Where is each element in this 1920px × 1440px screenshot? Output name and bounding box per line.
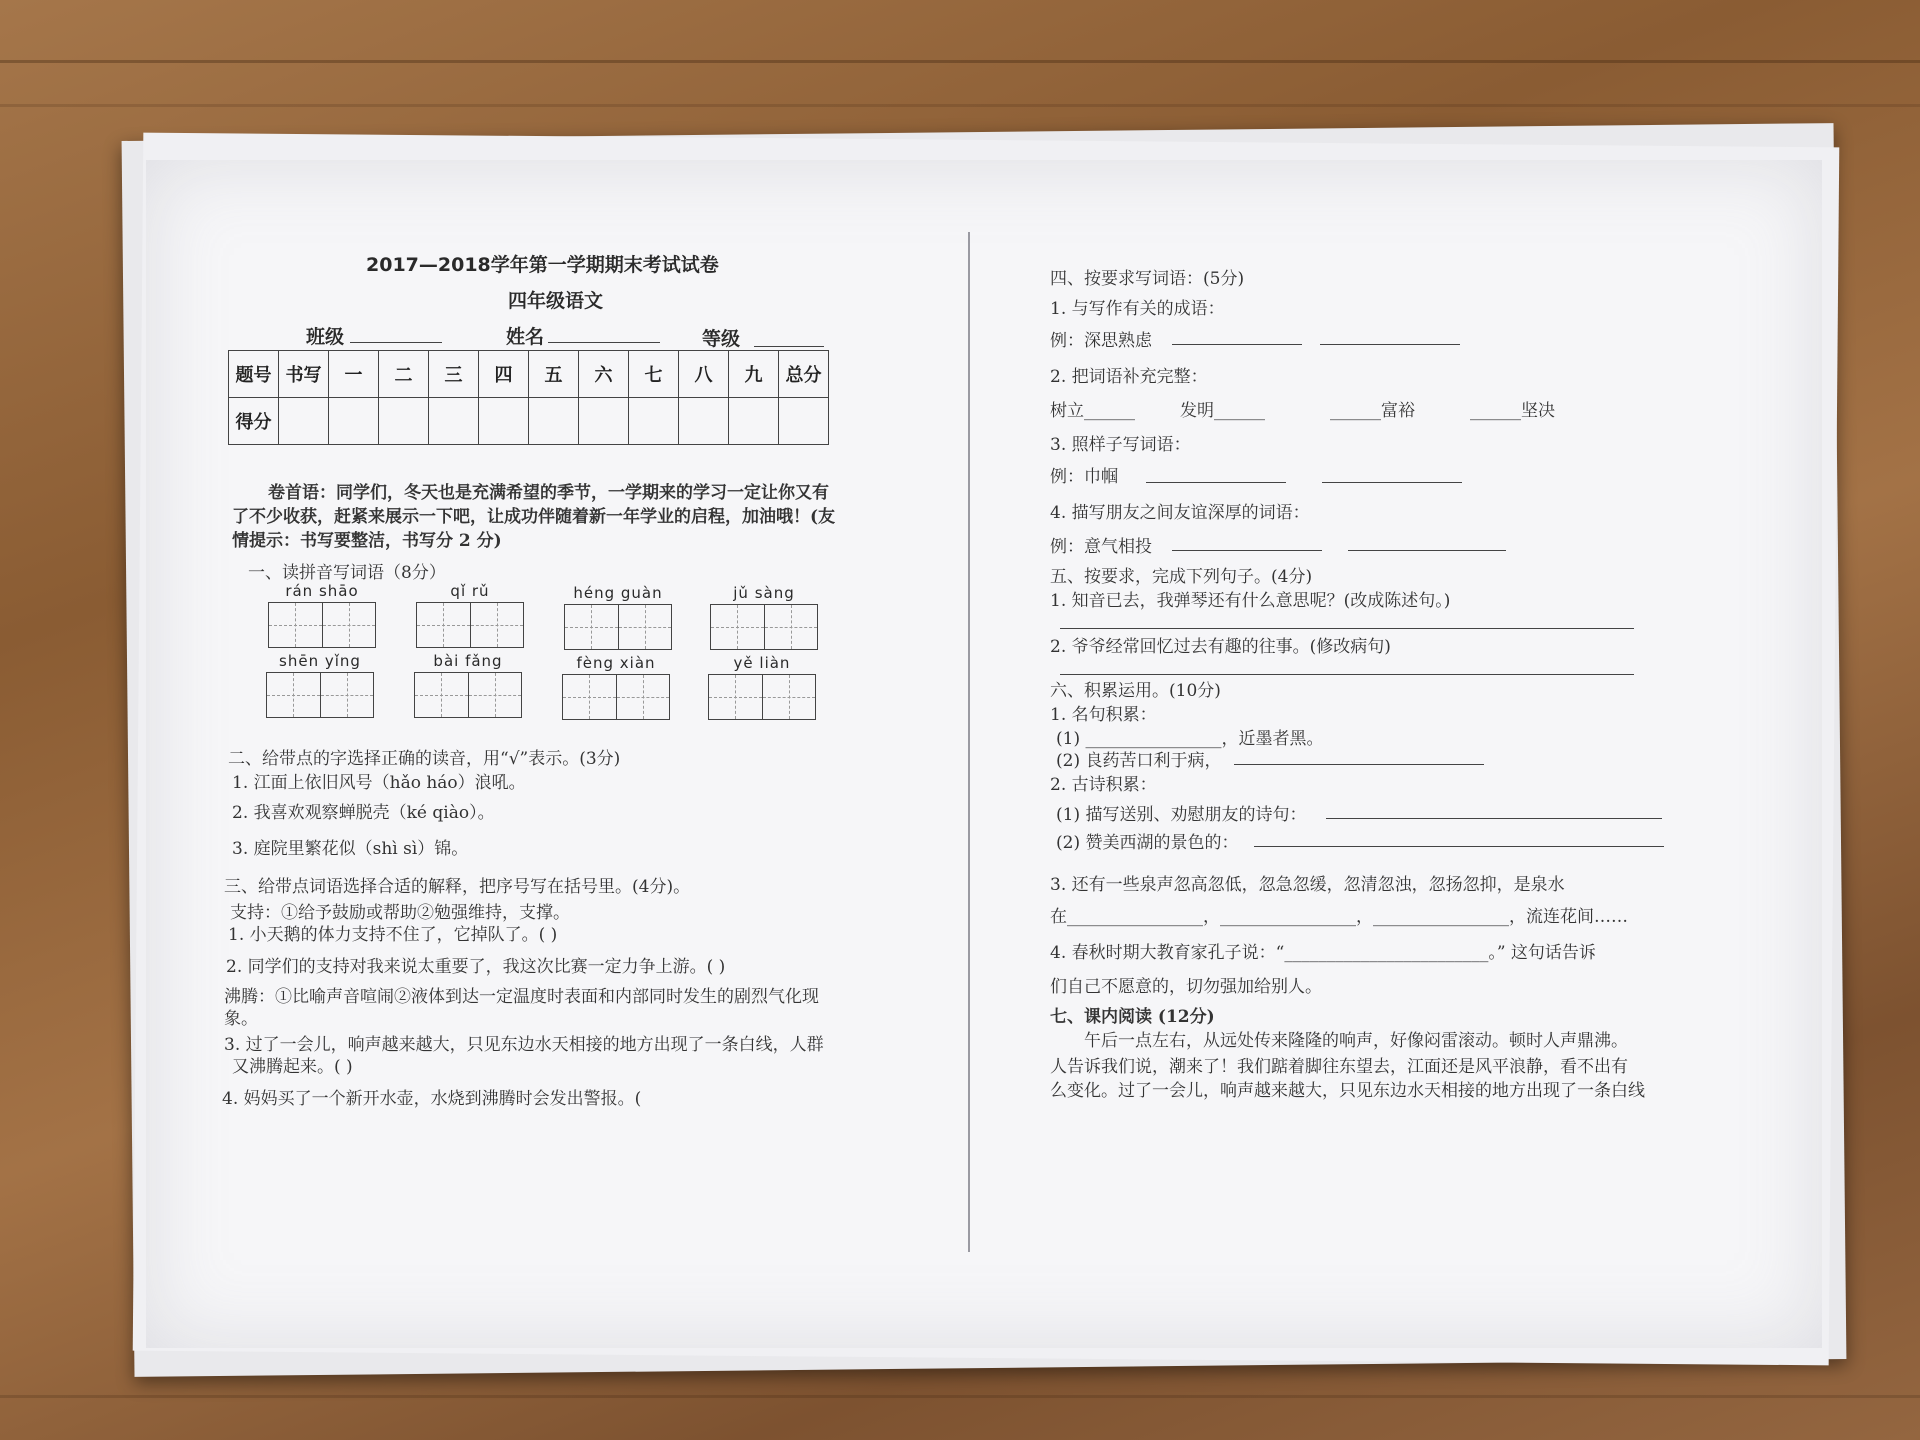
writing-boxes[interactable]: [416, 602, 524, 648]
question-item: 3. 庭院里繁花似（shì sì）锦。: [232, 839, 469, 859]
score-cell[interactable]: [729, 398, 779, 445]
pinyin-text: jǔ sàng: [733, 584, 795, 602]
fill-word: 发明______: [1180, 401, 1265, 421]
table-cell: 一: [329, 351, 379, 398]
question-item: 1. 知音已去，我弹琴还有什么意思呢？(改成陈述句。): [1050, 591, 1451, 611]
section4-heading: 四、按要求写词语：(5分): [1050, 269, 1245, 289]
table-cell: 六: [579, 351, 629, 398]
section7-heading: 七、课内阅读 (12分): [1050, 1007, 1215, 1027]
definition: 支持：①给予鼓励或帮助②勉强维持，支撑。: [230, 903, 570, 923]
table-cell: 九: [729, 351, 779, 398]
question-item: 2. 把词语补充完整：: [1050, 367, 1208, 387]
fill-word: ______坚决: [1470, 401, 1555, 421]
intro-line: 了不少收获，赶紧来展示一下吧，让成功伴随着新一年学业的启程，加油哦！(友: [232, 507, 836, 527]
question-item: 1. 与写作有关的成语：: [1050, 299, 1225, 319]
answer-blank[interactable]: [1172, 344, 1302, 345]
writing-boxes[interactable]: [562, 674, 670, 720]
intro-line: 情提示：书写要整洁，书写分 2 分): [232, 531, 502, 551]
pinyin-text: bài fǎng: [433, 652, 503, 670]
table-row: [229, 351, 829, 398]
writing-boxes[interactable]: [414, 672, 522, 718]
answer-blank[interactable]: [1322, 482, 1462, 483]
example-text: 例：意气相投: [1050, 537, 1152, 557]
question-item: 4. 妈妈买了一个新开水壶，水烧到沸腾时会发出警报。(: [222, 1089, 642, 1109]
pinyin-text: rán shāo: [285, 582, 359, 600]
definition: 沸腾：①比喻声音喧闹②液体到达一定温度时表面和内部同时发生的剧烈气化现: [224, 987, 819, 1007]
section1-heading: 一、读拼音写词语（8分）: [248, 563, 446, 583]
section6-heading: 六、积累运用。(10分): [1050, 681, 1221, 701]
question-item: 3. 过了一会儿，响声越来越大，只见东边水天相接的地方出现了一条白线，人群: [224, 1035, 824, 1055]
section5-heading: 五、按要求，完成下列句子。(4分): [1050, 567, 1313, 587]
example-text: 例：深思熟虑: [1050, 331, 1152, 351]
answer-blank[interactable]: [1172, 550, 1322, 551]
wood-grain: [0, 104, 1920, 107]
answer-blank[interactable]: [1348, 550, 1506, 551]
table-cell: 八: [679, 351, 729, 398]
score-cell[interactable]: [329, 398, 379, 445]
answer-blank[interactable]: [1234, 764, 1484, 765]
score-cell[interactable]: [579, 398, 629, 445]
table-cell: 七: [629, 351, 679, 398]
answer-blank[interactable]: [1326, 818, 1662, 819]
score-cell[interactable]: [429, 398, 479, 445]
wood-grain: [0, 60, 1920, 63]
pinyin-group: [268, 582, 376, 648]
pinyin-group: [266, 652, 374, 718]
class-label: 班级: [306, 326, 345, 348]
writing-boxes[interactable]: [268, 602, 376, 648]
score-table: [228, 350, 829, 445]
question-item: (2) 赞美西湖的景色的：: [1056, 833, 1239, 853]
question-item: 3. 照样子写词语：: [1050, 435, 1191, 455]
grade-label: 等级: [702, 328, 741, 350]
table-cell: 总分: [779, 351, 829, 398]
fill-word: 树立______: [1050, 401, 1135, 421]
question-item: 3. 还有一些泉声忽高忽低，忽急忽缓，忽清忽浊，忽扬忽抑，是泉水: [1050, 875, 1565, 895]
question-item: 1. 名句积累：: [1050, 705, 1157, 725]
answer-blank[interactable]: [1146, 482, 1286, 483]
fill-word: ______富裕: [1330, 401, 1415, 421]
table-cell: 五: [529, 351, 579, 398]
question-item: 2. 爷爷经常回忆过去有趣的往事。(修改病句): [1050, 637, 1391, 657]
answer-line[interactable]: [1060, 674, 1634, 675]
question-item: 们自己不愿意的，切勿强加给别人。: [1050, 977, 1322, 997]
score-cell[interactable]: [279, 398, 329, 445]
question-item: (1) 描写送别、劝慰朋友的诗句：: [1056, 805, 1307, 825]
writing-boxes[interactable]: [708, 674, 816, 720]
score-cell[interactable]: [529, 398, 579, 445]
question-item: 2. 我喜欢观察蝉脱壳（ké qiào）。: [232, 803, 495, 823]
table-cell: 书写: [279, 351, 329, 398]
grade-blank[interactable]: [754, 346, 824, 347]
question-item: (1) ________________，近墨者黑。: [1056, 729, 1324, 749]
reading-passage-line: 人告诉我们说，潮来了！我们踮着脚往东望去，江面还是风平浪静，看不出有: [1050, 1057, 1628, 1077]
pinyin-text: shēn yǐng: [279, 652, 361, 670]
question-item: 1. 江面上依旧风号（hǎo háo）浪吼。: [232, 773, 526, 793]
answer-blank[interactable]: [1254, 846, 1664, 847]
pinyin-group: [416, 582, 524, 648]
table-cell: 四: [479, 351, 529, 398]
pinyin-text: fèng xiàn: [576, 654, 656, 672]
example-text: 例：巾帼: [1050, 467, 1118, 487]
question-item: 2. 同学们的支持对我来说太重要了，我这次比赛一定力争上游。( ): [226, 957, 726, 977]
pinyin-group: [708, 654, 816, 720]
intro-line: 卷首语：同学们，冬天也是充满希望的季节，一学期来的学习一定让你又有: [268, 483, 829, 503]
question-item: 1. 小天鹅的体力支持不住了，它掉队了。( ): [228, 925, 558, 945]
question-item: 在________________，________________，________________，流连花间……: [1050, 907, 1628, 927]
score-cell[interactable]: [479, 398, 529, 445]
table-cell: 三: [429, 351, 479, 398]
table-cell: 二: [379, 351, 429, 398]
table-cell: 得分: [229, 398, 279, 445]
question-item: 又沸腾起来。( ): [232, 1057, 353, 1077]
question-item: (2) 良药苦口利于病，: [1056, 751, 1222, 771]
pinyin-group: [710, 584, 818, 650]
answer-blank[interactable]: [1320, 344, 1460, 345]
score-cell[interactable]: [379, 398, 429, 445]
wood-grain: [0, 1395, 1920, 1398]
pinyin-text: héng guàn: [573, 584, 663, 602]
section2-heading: 二、给带点的字选择正确的读音，用“√”表示。(3分): [228, 749, 621, 769]
reading-passage-line: 么变化。过了一会儿，响声越来越大，只见东边水天相接的地方出现了一条白线: [1050, 1081, 1645, 1101]
definition: 象。: [224, 1009, 258, 1029]
writing-boxes[interactable]: [710, 604, 818, 650]
pinyin-text: qǐ rǔ: [450, 582, 490, 600]
answer-line[interactable]: [1060, 628, 1634, 629]
question-item: 4. 春秋时期大教育家孔子说：“________________________。” 这句话告诉: [1050, 943, 1596, 963]
table-cell: 题号: [229, 351, 279, 398]
column-divider: [968, 232, 970, 1252]
exam-title: 2017—2018学年第一学期期末考试试卷: [366, 254, 719, 276]
question-item: 2. 古诗积累：: [1050, 775, 1157, 795]
table-row: [229, 398, 829, 445]
pinyin-group: [414, 652, 522, 718]
exam-subtitle: 四年级语文: [508, 290, 604, 312]
score-cell[interactable]: [679, 398, 729, 445]
pinyin-text: yě liàn: [733, 654, 791, 672]
name-label: 姓名: [506, 326, 545, 348]
question-item: 4. 描写朋友之间友谊深厚的词语：: [1050, 503, 1310, 523]
score-cell[interactable]: [629, 398, 679, 445]
name-blank[interactable]: [548, 342, 660, 343]
section3-heading: 三、给带点词语选择合适的解释，把序号写在括号里。(4分)。: [224, 877, 691, 897]
class-blank[interactable]: [350, 342, 442, 343]
writing-boxes[interactable]: [564, 604, 672, 650]
reading-passage-line: 午后一点左右，从远处传来隆隆的响声，好像闷雷滚动。顿时人声鼎沸。: [1084, 1031, 1628, 1051]
writing-boxes[interactable]: [266, 672, 374, 718]
pinyin-group: [564, 584, 672, 650]
pinyin-group: [562, 654, 670, 720]
score-cell[interactable]: [779, 398, 829, 445]
